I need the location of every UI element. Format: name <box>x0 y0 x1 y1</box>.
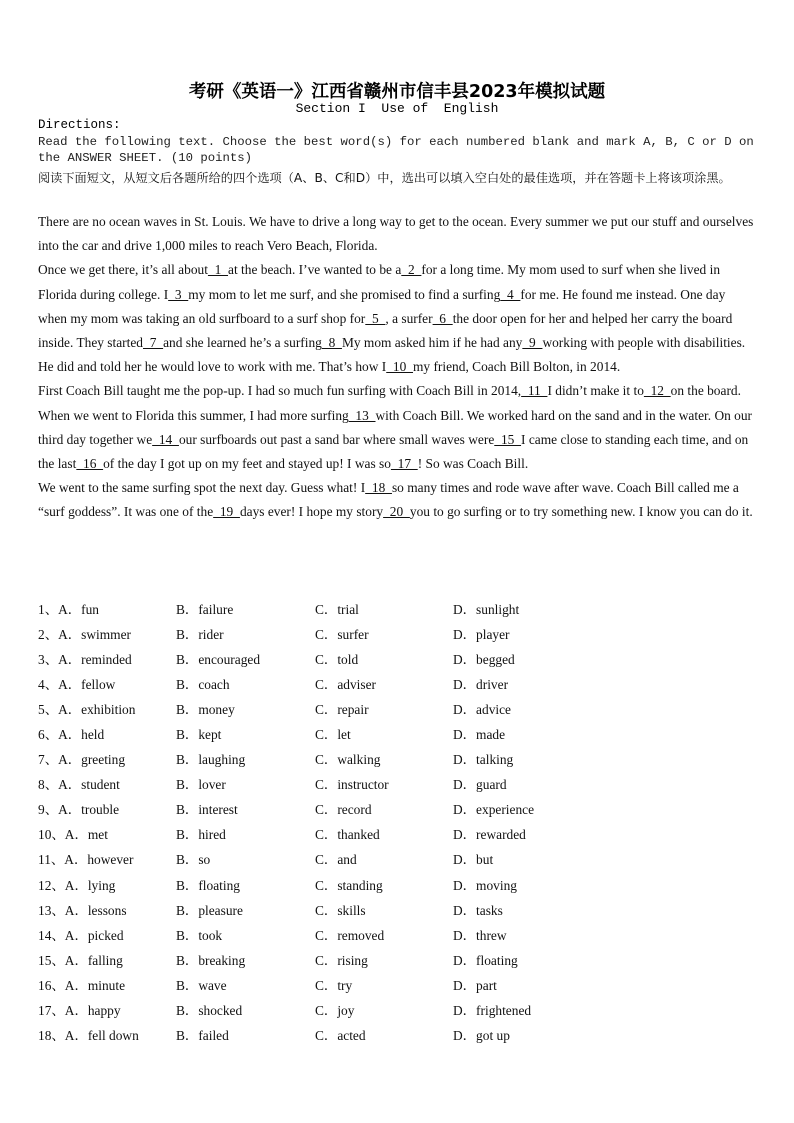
option-c: C．walking <box>315 752 381 768</box>
passage-text: , a surfer <box>385 310 433 326</box>
question-row <box>38 822 754 847</box>
question-row <box>38 873 754 898</box>
numbered-blank: 20 <box>383 504 410 520</box>
question-row <box>38 597 754 622</box>
passage-text: on the board. <box>670 383 741 399</box>
option-d: D．moving <box>453 877 517 893</box>
option-c: C．acted <box>315 1027 366 1043</box>
question-row <box>38 697 754 722</box>
option-c: C．thanked <box>315 827 380 843</box>
option-c: C．record <box>315 802 372 818</box>
question-row <box>38 747 754 772</box>
numbered-blank: 19 <box>213 504 240 520</box>
numbered-blank: 10 <box>386 359 414 375</box>
numbered-blank: 16 <box>76 456 104 472</box>
passage-text: My mom asked him if he had any <box>341 335 523 351</box>
option-b: B．money <box>176 702 235 718</box>
numbered-blank: 18 <box>365 480 392 496</box>
passage-text: with Coach Bill. We worked hard on the sand and in the water. On our third day together we <box>38 407 753 447</box>
question-number-option-a: 4、A．fellow <box>38 677 116 693</box>
question-number-option-a: 17、A．happy <box>38 1002 121 1018</box>
question-number-option-a: 6、A．held <box>38 727 105 743</box>
numbered-blank: 3 <box>168 286 189 302</box>
option-c: C．and <box>315 852 357 868</box>
passage-text: at the beach. I’ve wanted to be a <box>228 262 402 278</box>
option-b: B．shocked <box>176 1002 243 1018</box>
question-row <box>38 923 754 948</box>
option-d: D．advice <box>453 702 512 718</box>
question-number-option-a: 10、A．met <box>38 827 108 843</box>
passage-text: ! So was Coach Bill. <box>417 456 529 472</box>
page-title: 考研《英语一》江西省赣州市信丰县2023年模拟试题 <box>188 82 606 102</box>
option-d: D．sunlight <box>453 602 520 617</box>
directions-text: Read the following text. Choose the best word(s) for each numbered blank and mark A, B, C or D on the ANSWER SHEET. (10 points) <box>38 135 754 165</box>
passage-paragraph-5 <box>38 476 754 524</box>
numbered-blank: 4 <box>500 286 521 302</box>
option-d: D．talking <box>453 752 514 768</box>
option-b: B．kept <box>176 727 222 743</box>
question-number-option-a: 11、A．however <box>38 852 134 868</box>
numbered-blank: 2 <box>401 262 422 278</box>
option-b: B．took <box>176 927 223 943</box>
option-d: D．frightened <box>453 1002 532 1018</box>
passage-text: my friend, Coach Bill Bolton, in 2014. <box>413 359 621 375</box>
question-number-option-a: 13、A．lessons <box>38 902 127 918</box>
option-d: D．but <box>453 852 494 868</box>
question-row <box>38 647 754 672</box>
option-d: D．driver <box>453 677 509 693</box>
question-row <box>38 1023 754 1048</box>
option-b: B．failure <box>176 602 234 617</box>
answer-options-list <box>38 597 754 1048</box>
question-number-option-a: 14、A．picked <box>38 927 124 943</box>
passage-text: and she learned he’s a surfing <box>163 335 322 351</box>
question-row <box>38 672 754 697</box>
passage-text: for a long time. My mom used to surf when she lived in Florida during college. I <box>38 262 721 302</box>
reading-passage <box>38 210 754 525</box>
question-number-option-a: 9、A．trouble <box>38 802 120 818</box>
option-c: C．repair <box>315 702 369 718</box>
question-number-option-a: 3、A．reminded <box>38 652 132 668</box>
option-c: C．adviser <box>315 677 376 693</box>
numbered-blank: 17 <box>390 456 418 472</box>
chinese-instructions: 阅读下面短文，从短文后各题所给的四个选项（A、B、C和D）中，选出可以填入空白处的最佳选项，并在答题卡上将该项涂黑。 <box>38 171 731 185</box>
passage-text: I came close to standing each time, and on the last <box>38 431 749 472</box>
question-row <box>38 797 754 822</box>
question-number-option-a: 15、A．falling <box>38 952 123 968</box>
option-c: C．try <box>315 977 353 993</box>
passage-text: When we went to Florida this summer, I had more surfing <box>38 407 349 423</box>
option-d: D．floating <box>453 952 518 968</box>
option-b: B．so <box>176 852 211 868</box>
option-b: B．floating <box>176 877 240 893</box>
question-row <box>38 998 754 1023</box>
numbered-blank: 1 <box>207 262 229 278</box>
passage-paragraph-1: There are no ocean waves in St. Louis. We have to drive a long way to get to the ocean. Every summer we put our stuff and ourselves into the car and drive 1,000 miles to reach Vero Beach, Florida. <box>38 214 754 254</box>
section-subtitle: Section I Use of English <box>295 101 499 116</box>
question-number-option-a: 2、A．swimmer <box>38 627 131 643</box>
option-b: B．laughing <box>176 752 246 768</box>
question-number-option-a: 8、A．student <box>38 777 120 793</box>
numbered-blank: 5 <box>365 310 386 326</box>
question-row <box>38 948 754 973</box>
option-d: D．begged <box>453 652 515 668</box>
numbered-blank: 14 <box>152 431 179 447</box>
directions-label: Directions: <box>38 118 121 132</box>
option-d: D．rewarded <box>453 827 526 843</box>
passage-text: Once we get there, it’s all about <box>38 262 208 278</box>
numbered-blank: 6 <box>432 310 453 326</box>
option-c: C．joy <box>315 1002 355 1018</box>
option-c: C．rising <box>315 952 368 968</box>
option-c: C．standing <box>315 877 383 893</box>
option-d: D．part <box>453 977 497 993</box>
option-b: B．pleasure <box>176 902 243 918</box>
option-b: B．interest <box>176 802 238 818</box>
option-b: B．failed <box>176 1027 229 1043</box>
question-number-option-a: 16、A．minute <box>38 977 126 993</box>
question-number-option-a: 12、A．lying <box>38 877 116 893</box>
question-number-option-a: 5、A．exhibition <box>38 702 136 718</box>
option-b: B．encouraged <box>176 652 261 668</box>
question-number-option-a: 1、A．fun <box>38 602 99 617</box>
passage-text: I didn’t make it to <box>547 383 644 399</box>
passage-text: working with people with disabilities. He did and told her he would love to work with me. That’s how I <box>38 335 746 375</box>
question-row <box>38 622 754 647</box>
option-d: D．player <box>453 627 510 643</box>
passage-text: my mom to let me surf, and she promised to find a surfing <box>188 286 501 302</box>
question-row <box>38 847 754 872</box>
question-number-option-a: 7、A．greeting <box>38 752 126 768</box>
passage-text: for me. He found me instead. One day when my mom was taking an old surfboard to a surf shop for <box>38 286 726 326</box>
option-c: C．skills <box>315 902 366 918</box>
numbered-blank: 11 <box>521 383 548 399</box>
numbered-blank: 7 <box>143 335 164 351</box>
option-d: D．experience <box>453 802 535 818</box>
option-b: B．rider <box>176 627 224 643</box>
question-row <box>38 772 754 797</box>
option-d: D．got up <box>453 1027 510 1043</box>
passage-text: so many times and rode wave after wave. Coach Bill called me a “surf goddess”. It was one of the <box>38 480 739 520</box>
option-c: C．instructor <box>315 777 389 793</box>
passage-text: the door open for her and helped her carry the board inside. They started <box>38 310 733 351</box>
option-c: C．let <box>315 727 351 743</box>
question-row <box>38 973 754 998</box>
numbered-blank: 12 <box>643 383 671 399</box>
question-row <box>38 722 754 747</box>
option-b: B．wave <box>176 977 227 993</box>
option-c: C．trial <box>315 602 359 617</box>
numbered-blank: 9 <box>522 335 543 351</box>
passage-text: our surfboards out past a sand bar where small waves were <box>178 431 495 447</box>
option-c: C．removed <box>315 927 385 943</box>
passage-paragraph-3 <box>38 379 754 403</box>
numbered-blank: 8 <box>321 335 342 351</box>
numbered-blank: 13 <box>348 407 376 423</box>
option-d: D．guard <box>453 777 507 793</box>
option-b: B．breaking <box>176 952 246 968</box>
passage-text: We went to the same surfing spot the next day. Guess what! I <box>38 480 366 496</box>
passage-text: days ever! I hope my story <box>239 504 384 520</box>
question-number-option-a: 18、A．fell down <box>38 1027 139 1043</box>
option-d: D．tasks <box>453 902 503 918</box>
option-b: B．lover <box>176 777 226 793</box>
passage-paragraph-4 <box>38 404 754 477</box>
option-c: C．surfer <box>315 627 369 643</box>
passage-text: of the day I got up on my feet and stayed up! I was so <box>103 456 391 472</box>
option-c: C．told <box>315 652 359 668</box>
option-d: D．made <box>453 727 506 743</box>
numbered-blank: 15 <box>494 431 522 447</box>
question-row <box>38 898 754 923</box>
option-b: B．hired <box>176 827 226 843</box>
passage-text: you to go surfing or to try something new. I know you can do it. <box>409 504 753 520</box>
option-b: B．coach <box>176 677 230 693</box>
option-d: D．threw <box>453 927 507 943</box>
passage-paragraph-2 <box>38 258 754 379</box>
passage-text: First Coach Bill taught me the pop-up. I had so much fun surfing with Coach Bill in 2014, <box>38 383 522 399</box>
